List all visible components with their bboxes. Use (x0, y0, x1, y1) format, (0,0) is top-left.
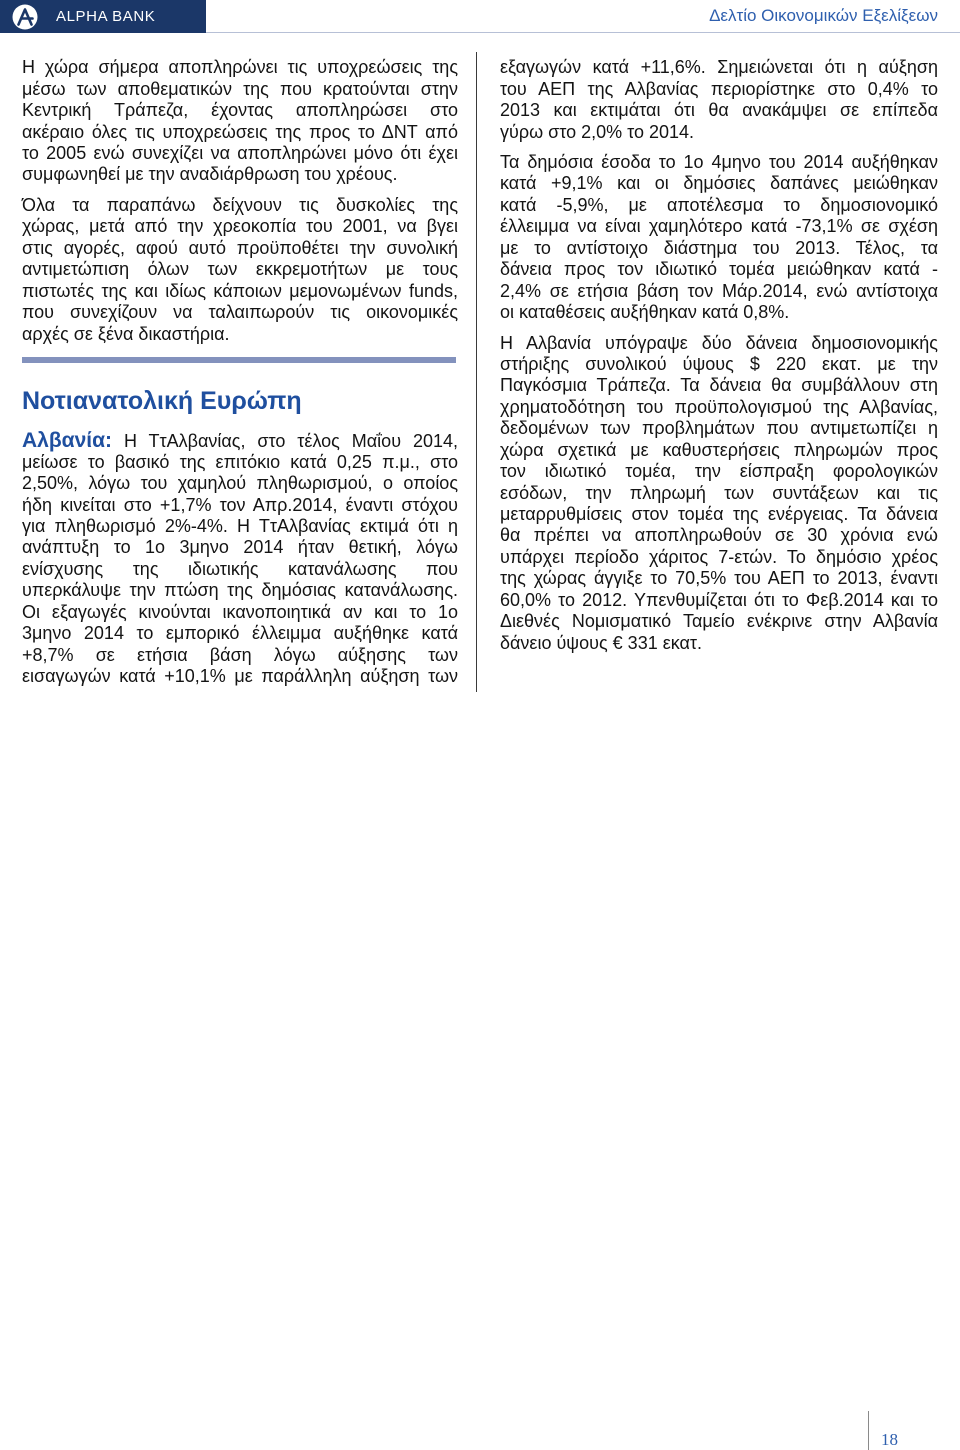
text-line: Οι εξαγωγές κινούνται ικανοποιητικά αν και το 1ο (22, 601, 458, 622)
text-line: για πληθωρισμό 2%-4%. Η ΤτΑλβανίας εκτιμά ότι η (22, 516, 458, 537)
left-column (22, 57, 458, 354)
footer-rule (868, 1411, 869, 1450)
text-line: δάνεια προς τον ιδιωτικό τομέα μειώθηκαν κατά - (500, 259, 938, 280)
paragraph (500, 152, 938, 324)
text-line: χώρα σχετικά με καθυστερήσεις πληρωμών προς (500, 439, 938, 460)
text-line: θα πρέπει να αποπληρωθούν σε 30 χρόνια ενώ (500, 525, 938, 546)
text-line: με το αντίστοιχο διάστημα του 2013. Τέλος, τα (500, 237, 938, 258)
text-run: Η ΤτΑλβανίας, στο τέλος Μαΐου 2014, (123, 431, 458, 452)
text-line: κατά +9,1% και οι δημόσιες δαπάνες μειώθηκαν (500, 173, 938, 194)
text-line: Όλα τα παραπάνω δείχνουν τις δυσκολίες της (22, 194, 458, 215)
text-line: 3μηνο 2014 το εμπορικό έλλειμμα αυξήθηκε κατά (22, 623, 458, 644)
text-line: εξαγωγών κατά +11,6%. Σημειώνεται ότι η αύξηση (500, 57, 938, 78)
text-line: κατά -5,9%, με αποτέλεσμα το δημοσιονομικό (500, 194, 938, 215)
text-line: του ΑΕΠ της Αλβανίας περιορίστηκε στο 0,4% το (500, 78, 938, 99)
paragraph (22, 57, 458, 186)
text-line: Τα δημόσια έσοδα το 1ο 4μηνο του 2014 αυξήθηκαν (500, 152, 938, 173)
text-line: μείωσε το βασικό της επιτόκιο κατά 0,25 π.μ., στο (22, 451, 458, 472)
header-rule (206, 32, 960, 33)
text-line: 60,0% το 2012. Υπενθυμίζεται ότι το Φεβ.2014 και το (500, 589, 938, 610)
text-line: εσόδων, την πληρωμή των συντάξεων και τις (500, 482, 938, 503)
text-line: αντιμετώπιση όλων των εκκρεμοτήτων με τους (22, 259, 458, 280)
text-line: εισαγωγών κατά +10,1% με παράλληλη αύξηση των (22, 666, 458, 687)
text-line: ανάπτυξη το 1ο 3μηνο 2014 ήταν θετική, λόγω (22, 537, 458, 558)
text-line: ενίσχυσης της ιδιωτικής κατανάλωσης που (22, 558, 458, 579)
text-line: +8,7% σε ετήσια βάση λόγω αύξησης των (22, 644, 458, 665)
right-column (500, 57, 938, 663)
text-line: συμφωνηθεί με την αναδιάρθρωση του χρέους. (22, 164, 398, 185)
text-line: γύρω στο 2,0% το 2014. (500, 121, 695, 142)
text-line: υπάρχει περίοδο χάριτος 7-ετών. Το δημόσιο χρέος (500, 546, 938, 567)
text-line: χρηματοδότηση του προϋπολογισμού της Αλβανίας, (500, 396, 938, 417)
brand-name: ALPHA BANK (56, 8, 156, 25)
text-line: 2,50%, λόγω του χαμηλού πληθωρισμού, ο οποίος (22, 473, 458, 494)
text-line: Η χώρα σήμερα αποπληρώνει τις υποχρεώσεις της (22, 57, 458, 78)
text-line: πιστωτές της και ιδίως κάποιων μεμονωμένων funds, (22, 280, 458, 301)
text-line: στις αγορές, αφού αυτό προϋποθέτει την συνολική (22, 237, 458, 258)
text-line: τον ιδιωτικό τομέα, την είσπραξη φορολογικών (500, 461, 938, 482)
country-label: Αλβανία: (22, 429, 112, 453)
text-line: που συνεχίζουν να ταλαιπωρούν τις οικονομικές (22, 302, 458, 323)
text-line: Η Αλβανία υπόγραψε δύο δάνεια δημοσιονομικής (500, 332, 938, 353)
text-line: αρχές σε ξένα δικαστήρια. (22, 323, 230, 344)
text-line: χώρας, μετά από την χρεοκοπία του 2001, να βγει (22, 216, 458, 237)
text-line: της χώρας άγγιξε το 70,5% του ΑΕΠ το 2013, έναντι (500, 568, 938, 589)
text-line: 2,4% σε ετήσια βάση τον Μάρ.2014, ενώ αντίστοιχα (500, 280, 938, 301)
text-line: ακέραιο όλες τις υποχρεώσεις της προς το ΔΝΤ από (22, 121, 458, 142)
text-line: Παγκόσμια Τράπεζα. Τα δάνεια θα συμβάλλουν στη (500, 375, 938, 396)
publication-title: Δελτίο Οικονομικών Εξελίξεων (709, 6, 938, 25)
text-line: το 2005 ενώ συνεχίζει να αποπληρώνει μόνο ότι έχει (22, 143, 458, 164)
header-brand-band (0, 0, 206, 33)
text-line: μεταρρυθμίσεις στον τομέα της ενέργειας. Τα δάνεια (500, 504, 938, 525)
column-divider (476, 52, 477, 692)
text-line: οι καταθέσεις αυξήθηκαν κατά 0,8%. (500, 302, 790, 323)
text-line: Διεθνές Νομισματικό Ταμείο ενέκρινε στην Αλβανία (500, 611, 938, 632)
alpha-bank-logo-icon (10, 3, 40, 31)
text-line (22, 430, 458, 451)
section-divider-bar (22, 357, 456, 363)
text-line: δάνειο ύψους € 331 εκατ. (500, 632, 703, 653)
text-line: δεδομένων των προβλημάτων που αντιμετωπίζει η (500, 418, 938, 439)
text-line: στήριξης συνολικού ύψους $ 220 εκατ. με την (500, 353, 938, 374)
text-line: έλλειμμα να είναι χαμηλότερο κατά -73,1% σε σχέση (500, 216, 938, 237)
country-paragraph (22, 430, 458, 687)
text-line: μέσω των αποθεματικών της που κρατούνται στην (22, 78, 458, 99)
page-number: 18 (881, 1430, 898, 1449)
section-heading: Νοτιανατολική Ευρώπη (22, 387, 302, 415)
paragraph (500, 333, 938, 655)
paragraph (500, 57, 938, 143)
text-line: Κεντρική Τράπεζα, έχοντας αποπληρώσει στο (22, 100, 458, 121)
text-line: ήδη κινείται στο +1,7% τον Απρ.2014, έναντι στόχου (22, 494, 458, 515)
text-line: υπερκάλυψε την πτώση της δημόσιας κατανάλωσης. (22, 580, 458, 601)
text-line: 2013 και εκτιμάται ότι θα ανακάμψει σε επίπεδα (500, 100, 938, 121)
paragraph (22, 195, 458, 345)
